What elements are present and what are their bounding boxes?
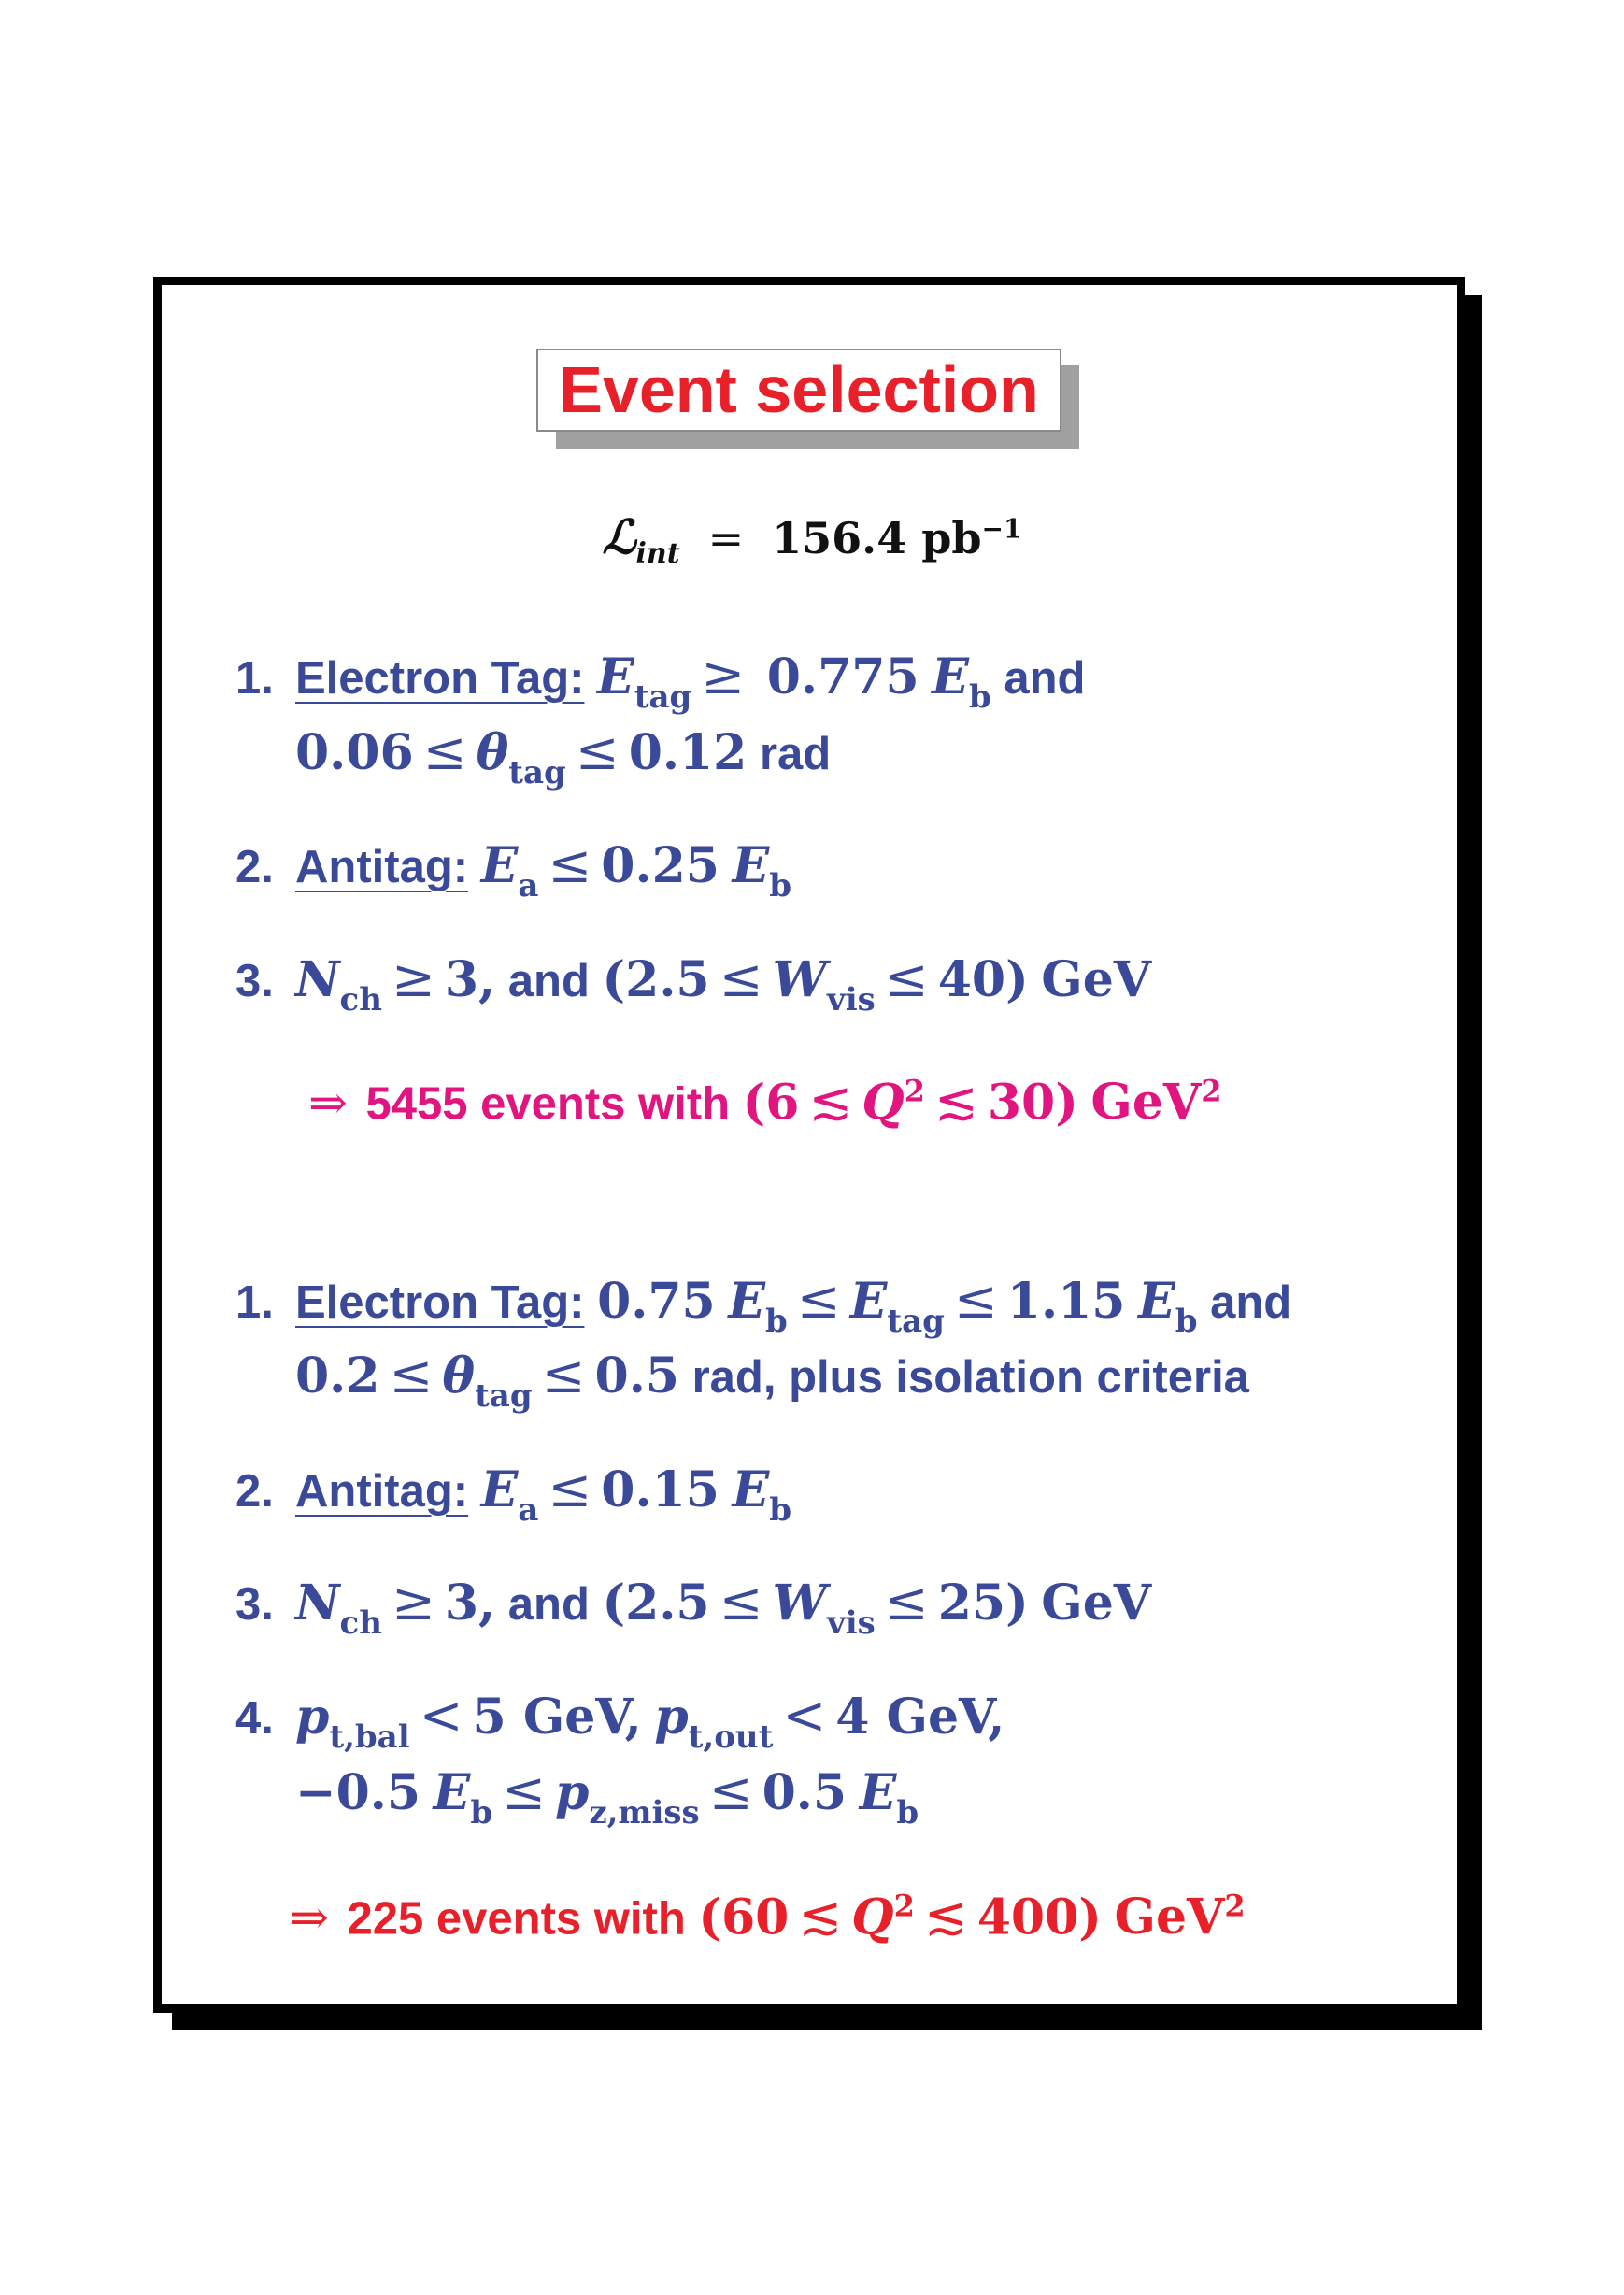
item-number: 3. bbox=[235, 956, 274, 1006]
var-sub: b bbox=[769, 1491, 791, 1530]
math-var bbox=[433, 1764, 493, 1832]
var-sub: b bbox=[765, 1303, 788, 1341]
value: 0.75 bbox=[597, 1273, 716, 1330]
unit-sup: 2 bbox=[1201, 1074, 1222, 1109]
value: (6 bbox=[742, 1074, 800, 1132]
s1-result: ⇒ 5455 events with (6 ≲ $Q^2$ ≲ 30) GeV$^2$ bbox=[308, 1071, 1222, 1133]
var-sub: tag bbox=[634, 678, 692, 717]
lum-exp: −1 bbox=[981, 513, 1022, 545]
s1-item2: 2. Antitag: $E_a \le 0.25$ $E_b$ bbox=[235, 834, 791, 905]
item-label: Antitag: bbox=[295, 842, 469, 892]
value: 0.775 bbox=[766, 649, 919, 706]
var-sub: vis bbox=[826, 1604, 876, 1643]
math-var bbox=[772, 1575, 876, 1643]
value: 3, bbox=[444, 951, 496, 1008]
math-var bbox=[1138, 1273, 1198, 1341]
s2-item1-line2: $0.2 \le \theta_{tag} \le 0.5$ rad, plus isolation criteria bbox=[295, 1345, 1249, 1416]
value: 0.06 bbox=[295, 724, 414, 781]
s2-item4-line1: 4. $p_{t,bal} < 5$ GeV, $p_{t,out} < 4$ GeV, bbox=[235, 1686, 1005, 1757]
value: 0.5 bbox=[762, 1764, 848, 1821]
unit bbox=[1115, 1889, 1246, 1946]
var: E bbox=[480, 837, 519, 894]
var: E bbox=[433, 1764, 471, 1821]
var-sub: ch bbox=[339, 1604, 382, 1643]
var-sub: b bbox=[896, 1794, 919, 1832]
lum-sub: int bbox=[635, 537, 680, 571]
var-sub: tag bbox=[887, 1303, 945, 1341]
math-var bbox=[597, 649, 692, 717]
value: 0.15 bbox=[601, 1461, 719, 1518]
s1-item1-line1: 1. Electron Tag: $E_{tag} \ge 0.775$ $E_b$ and bbox=[235, 646, 1086, 717]
item-number: 3. bbox=[235, 1579, 274, 1630]
value: 30) bbox=[987, 1074, 1078, 1132]
var: p bbox=[295, 1689, 330, 1746]
unit bbox=[1090, 1074, 1221, 1131]
math-var bbox=[862, 1074, 925, 1131]
var: p bbox=[654, 1689, 689, 1746]
var-sub: a bbox=[518, 867, 539, 905]
var: θ bbox=[442, 1347, 476, 1404]
lum-symbol: ℒ bbox=[602, 509, 636, 564]
unit: rad, plus isolation criteria bbox=[691, 1352, 1249, 1403]
value: (2.5 bbox=[602, 1575, 710, 1632]
math-var bbox=[295, 1689, 410, 1757]
unit-text: GeV bbox=[1090, 1074, 1202, 1132]
math-var bbox=[555, 1764, 700, 1832]
s2-item2: 2. Antitag: $E_a \le 0.15$ $E_b$ bbox=[235, 1459, 791, 1530]
var: W bbox=[772, 1575, 827, 1632]
var: E bbox=[1138, 1273, 1175, 1330]
unit-sup: 2 bbox=[1224, 1889, 1246, 1924]
unit: GeV bbox=[1041, 951, 1152, 1008]
var: E bbox=[732, 837, 770, 894]
value: 1.15 bbox=[1006, 1273, 1126, 1330]
conjunction: and bbox=[507, 1579, 590, 1630]
math-var bbox=[932, 649, 991, 717]
math-var bbox=[295, 951, 382, 1019]
var-sub: b bbox=[968, 678, 991, 717]
math-var bbox=[851, 1889, 915, 1946]
value: 40) bbox=[937, 951, 1029, 1008]
math-var bbox=[859, 1764, 919, 1832]
conjunction: and bbox=[1004, 653, 1086, 704]
implies-icon: ⇒ bbox=[290, 1890, 329, 1946]
var: E bbox=[859, 1764, 897, 1821]
s2-item3: 3. $N_{ch} \ge 3$, and $(2.5 \le W_{vis} \le 25)$ GeV bbox=[235, 1572, 1152, 1643]
value: 0.12 bbox=[628, 724, 748, 781]
var: N bbox=[295, 951, 340, 1008]
var: E bbox=[849, 1273, 888, 1330]
var-sub: z,miss bbox=[589, 1794, 700, 1832]
math-var bbox=[442, 1347, 533, 1416]
result-text: 5455 events with bbox=[365, 1078, 730, 1130]
luminosity: ℒ$_{int}$ = 156.4 $pb^{-1}$ bbox=[602, 509, 1022, 571]
item-number: 1. bbox=[235, 1277, 274, 1328]
value: 4 GeV, bbox=[835, 1689, 1005, 1746]
var-sub: tag bbox=[508, 754, 566, 792]
item-label: Electron Tag: bbox=[295, 1277, 585, 1328]
math-var bbox=[480, 837, 539, 905]
var: p bbox=[555, 1764, 590, 1821]
page-title: Event selection bbox=[536, 349, 1061, 432]
value: 3, bbox=[444, 1575, 496, 1632]
var: Q bbox=[862, 1074, 905, 1132]
var-sub: a bbox=[518, 1491, 539, 1530]
value: 5 GeV, bbox=[472, 1689, 642, 1746]
item-label: Electron Tag: bbox=[295, 653, 585, 704]
s2-result: ⇒ 225 events with (60 ≲ $Q^2$ ≲ 400) GeV$^2$ bbox=[290, 1886, 1246, 1947]
var-sub: t,out bbox=[688, 1718, 774, 1757]
value: (2.5 bbox=[602, 951, 710, 1008]
implies-icon: ⇒ bbox=[308, 1076, 348, 1131]
var: N bbox=[295, 1575, 340, 1632]
value: (60 bbox=[698, 1889, 790, 1946]
var-sub: b bbox=[769, 867, 791, 905]
var-sub: t,bal bbox=[329, 1718, 410, 1757]
var: W bbox=[772, 951, 827, 1008]
var-sub: ch bbox=[339, 981, 382, 1019]
s2-item4-line2: −0.5 $E_b \le p_{z,miss} \le 0.5$ $E_b$ bbox=[295, 1761, 919, 1832]
item-label: Antitag: bbox=[295, 1466, 469, 1517]
var: E bbox=[728, 1273, 766, 1330]
s1-item3: 3. $N_{ch} \ge 3$, and $(2.5 \le W_{vis} \le 40)$ GeV bbox=[235, 948, 1152, 1019]
unit: rad bbox=[759, 729, 832, 779]
var-sup: 2 bbox=[893, 1889, 915, 1924]
unit: GeV bbox=[1041, 1575, 1152, 1632]
math-var bbox=[732, 1461, 791, 1530]
unit-text: GeV bbox=[1114, 1889, 1225, 1946]
item-number: 2. bbox=[235, 842, 274, 892]
var: θ bbox=[476, 724, 509, 781]
var-sub: b bbox=[1175, 1303, 1198, 1341]
var: E bbox=[732, 1461, 770, 1518]
item-number: 2. bbox=[235, 1466, 274, 1517]
conjunction: and bbox=[507, 956, 590, 1006]
math-var bbox=[295, 1575, 382, 1643]
math-var bbox=[732, 837, 791, 905]
math-var bbox=[480, 1461, 539, 1530]
var: Q bbox=[851, 1889, 894, 1946]
item-number: 4. bbox=[235, 1693, 274, 1744]
var: E bbox=[597, 649, 634, 706]
math-var bbox=[849, 1273, 945, 1341]
var-sub: vis bbox=[826, 981, 876, 1019]
math-var bbox=[654, 1689, 774, 1757]
result-text: 225 events with bbox=[347, 1893, 686, 1945]
math-var bbox=[772, 951, 876, 1019]
var-sup: 2 bbox=[904, 1074, 925, 1109]
var-sub: b bbox=[470, 1794, 493, 1832]
math-var bbox=[476, 724, 566, 792]
var: E bbox=[480, 1461, 519, 1518]
var-sub: tag bbox=[475, 1377, 533, 1416]
value: 0.2 bbox=[295, 1347, 380, 1404]
value: −0.5 bbox=[295, 1764, 421, 1821]
lum-value: 156.4 pb bbox=[772, 513, 982, 563]
conjunction: and bbox=[1210, 1277, 1292, 1328]
value: 0.25 bbox=[601, 837, 719, 894]
s1-item1-line2: $0.06 \le \theta_{tag} \le 0.12$ rad bbox=[295, 721, 832, 792]
value: 25) bbox=[937, 1575, 1029, 1632]
math-var bbox=[728, 1273, 788, 1341]
s2-item1-line1: 1. Electron Tag: 0.75 $E_b \le E_{tag} \le 1.15$ $E_b$ and bbox=[235, 1270, 1292, 1341]
value: 400) bbox=[976, 1889, 1102, 1946]
item-number: 1. bbox=[235, 653, 274, 704]
value: 0.5 bbox=[594, 1347, 679, 1404]
var: E bbox=[932, 649, 969, 706]
